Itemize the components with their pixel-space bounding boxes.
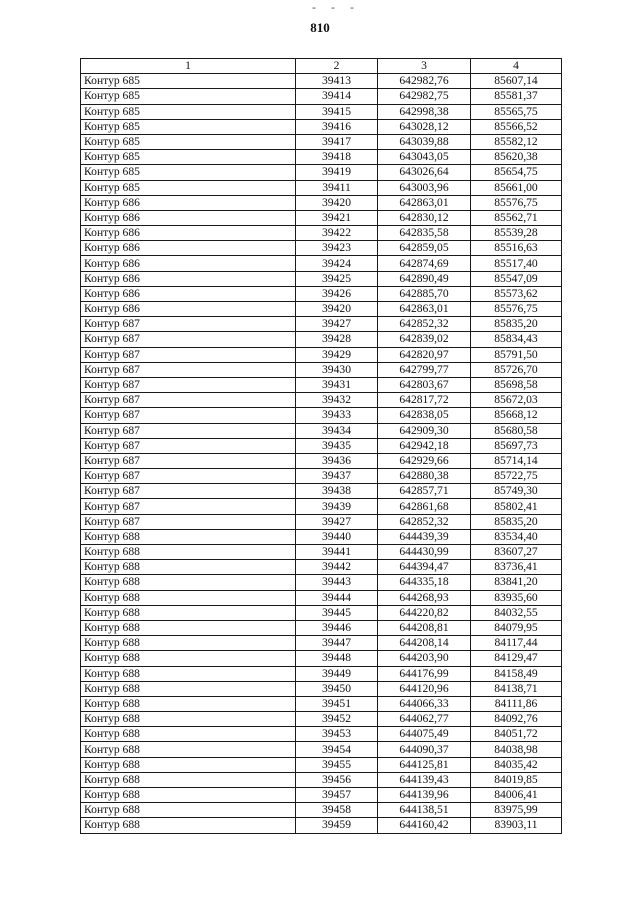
table-row (81, 620, 562, 635)
point-number-cell: 39444 (296, 590, 378, 605)
table-row (81, 210, 562, 225)
table-row (81, 545, 562, 560)
x-coordinate-cell: 643026,64 (378, 165, 471, 180)
point-number-cell: 39447 (296, 636, 378, 651)
point-number-cell: 39420 (296, 302, 378, 317)
point-number-cell: 39445 (296, 605, 378, 620)
y-coordinate-cell: 85672,03 (471, 393, 562, 408)
table-row (81, 651, 562, 666)
x-coordinate-cell: 644439,39 (378, 529, 471, 544)
y-coordinate-cell: 85714,14 (471, 453, 562, 468)
contour-name-cell: Контур 685 (81, 119, 296, 134)
point-number-cell: 39449 (296, 666, 378, 681)
contour-name-cell: Контур 686 (81, 210, 296, 225)
y-coordinate-cell: 84051,72 (471, 727, 562, 742)
x-coordinate-cell: 642885,70 (378, 286, 471, 301)
table-row (81, 89, 562, 104)
x-coordinate-cell: 644430,99 (378, 545, 471, 560)
x-coordinate-cell: 642880,38 (378, 469, 471, 484)
x-coordinate-cell: 644268,93 (378, 590, 471, 605)
point-number-cell: 39452 (296, 712, 378, 727)
point-number-cell: 39450 (296, 681, 378, 696)
contour-name-cell: Контур 686 (81, 226, 296, 241)
table-row (81, 377, 562, 392)
x-coordinate-cell: 643028,12 (378, 119, 471, 134)
table-row (81, 226, 562, 241)
x-coordinate-cell: 642929,66 (378, 453, 471, 468)
table-row (81, 514, 562, 529)
point-number-cell: 39434 (296, 423, 378, 438)
x-coordinate-cell: 644062,77 (378, 712, 471, 727)
point-number-cell: 39437 (296, 469, 378, 484)
y-coordinate-cell: 85661,00 (471, 180, 562, 195)
contour-name-cell: Контур 688 (81, 575, 296, 590)
y-coordinate-cell: 83607,27 (471, 545, 562, 560)
point-number-cell: 39429 (296, 347, 378, 362)
x-coordinate-cell: 644176,99 (378, 666, 471, 681)
point-number-cell: 39436 (296, 453, 378, 468)
point-number-cell: 39427 (296, 317, 378, 332)
y-coordinate-cell: 85835,20 (471, 514, 562, 529)
contour-name-cell: Контур 686 (81, 286, 296, 301)
table-row (81, 636, 562, 651)
contour-name-cell: Контур 687 (81, 317, 296, 332)
y-coordinate-cell: 83975,99 (471, 803, 562, 818)
contour-name-cell: Контур 688 (81, 772, 296, 787)
point-number-cell: 39428 (296, 332, 378, 347)
y-coordinate-cell: 85722,75 (471, 469, 562, 484)
contour-name-cell: Контур 687 (81, 484, 296, 499)
contour-name-cell: Контур 687 (81, 332, 296, 347)
table-row (81, 362, 562, 377)
x-coordinate-cell: 644203,90 (378, 651, 471, 666)
contour-name-cell: Контур 688 (81, 545, 296, 560)
point-number-cell: 39420 (296, 195, 378, 210)
x-coordinate-cell: 642942,18 (378, 438, 471, 453)
contour-name-cell: Контур 685 (81, 104, 296, 119)
point-number-cell: 39459 (296, 818, 378, 833)
top-marks: - - - (312, 0, 360, 14)
table-header (81, 59, 562, 74)
x-coordinate-cell: 643043,05 (378, 150, 471, 165)
x-coordinate-cell: 644139,43 (378, 772, 471, 787)
contour-name-cell: Контур 686 (81, 271, 296, 286)
table-row (81, 560, 562, 575)
point-number-cell: 39417 (296, 134, 378, 149)
y-coordinate-cell: 85539,28 (471, 226, 562, 241)
table-row (81, 317, 562, 332)
y-coordinate-cell: 85697,73 (471, 438, 562, 453)
x-coordinate-cell: 644208,14 (378, 636, 471, 651)
contour-name-cell: Контур 686 (81, 195, 296, 210)
table-row (81, 119, 562, 134)
y-coordinate-cell: 84092,76 (471, 712, 562, 727)
x-coordinate-cell: 642852,32 (378, 317, 471, 332)
x-coordinate-cell: 644160,42 (378, 818, 471, 833)
y-coordinate-cell: 85749,30 (471, 484, 562, 499)
x-coordinate-cell: 642863,01 (378, 195, 471, 210)
table-body (81, 74, 562, 833)
contour-name-cell: Контур 688 (81, 803, 296, 818)
y-coordinate-cell: 84138,71 (471, 681, 562, 696)
y-coordinate-cell: 85565,75 (471, 104, 562, 119)
table-row (81, 484, 562, 499)
table-row (81, 74, 562, 89)
x-coordinate-cell: 644394,47 (378, 560, 471, 575)
y-coordinate-cell: 85547,09 (471, 271, 562, 286)
x-coordinate-cell: 644075,49 (378, 727, 471, 742)
x-coordinate-cell: 642874,69 (378, 256, 471, 271)
contour-name-cell: Контур 688 (81, 590, 296, 605)
point-number-cell: 39458 (296, 803, 378, 818)
y-coordinate-cell: 85680,58 (471, 423, 562, 438)
point-number-cell: 39415 (296, 104, 378, 119)
point-number-cell: 39427 (296, 514, 378, 529)
x-coordinate-cell: 644138,51 (378, 803, 471, 818)
table-row (81, 469, 562, 484)
point-number-cell: 39413 (296, 74, 378, 89)
x-coordinate-cell: 644120,96 (378, 681, 471, 696)
table-row (81, 302, 562, 317)
x-coordinate-cell: 642857,71 (378, 484, 471, 499)
x-coordinate-cell: 644335,18 (378, 575, 471, 590)
x-coordinate-cell: 644125,81 (378, 757, 471, 772)
x-coordinate-cell: 642859,05 (378, 241, 471, 256)
x-coordinate-cell: 642835,58 (378, 226, 471, 241)
column-header-1: 1 (81, 59, 296, 74)
x-coordinate-cell: 642852,32 (378, 514, 471, 529)
y-coordinate-cell: 83935,60 (471, 590, 562, 605)
x-coordinate-cell: 642890,49 (378, 271, 471, 286)
point-number-cell: 39414 (296, 89, 378, 104)
contour-name-cell: Контур 688 (81, 757, 296, 772)
contour-name-cell: Контур 687 (81, 438, 296, 453)
point-number-cell: 39439 (296, 499, 378, 514)
contour-name-cell: Контур 688 (81, 818, 296, 833)
point-number-cell: 39422 (296, 226, 378, 241)
y-coordinate-cell: 84129,47 (471, 651, 562, 666)
x-coordinate-cell: 644066,33 (378, 696, 471, 711)
table-row (81, 666, 562, 681)
point-number-cell: 39425 (296, 271, 378, 286)
contour-name-cell: Контур 688 (81, 727, 296, 742)
y-coordinate-cell: 84006,41 (471, 788, 562, 803)
y-coordinate-cell: 84158,49 (471, 666, 562, 681)
header-row (81, 59, 562, 74)
point-number-cell: 39454 (296, 742, 378, 757)
y-coordinate-cell: 85668,12 (471, 408, 562, 423)
table-row (81, 104, 562, 119)
y-coordinate-cell: 83736,41 (471, 560, 562, 575)
contour-name-cell: Контур 685 (81, 134, 296, 149)
y-coordinate-cell: 84035,42 (471, 757, 562, 772)
table-row (81, 134, 562, 149)
contour-name-cell: Контур 688 (81, 666, 296, 681)
coordinates-table (80, 58, 562, 834)
table-row (81, 332, 562, 347)
point-number-cell: 39451 (296, 696, 378, 711)
table-row (81, 499, 562, 514)
table-row (81, 256, 562, 271)
column-header-2: 2 (296, 59, 378, 74)
contour-name-cell: Контур 688 (81, 620, 296, 635)
x-coordinate-cell: 642817,72 (378, 393, 471, 408)
contour-name-cell: Контур 688 (81, 696, 296, 711)
table-row (81, 453, 562, 468)
x-coordinate-cell: 642863,01 (378, 302, 471, 317)
point-number-cell: 39443 (296, 575, 378, 590)
contour-name-cell: Контур 685 (81, 165, 296, 180)
y-coordinate-cell: 84038,98 (471, 742, 562, 757)
table-row (81, 347, 562, 362)
y-coordinate-cell: 85517,40 (471, 256, 562, 271)
x-coordinate-cell: 642803,67 (378, 377, 471, 392)
table-row (81, 772, 562, 787)
y-coordinate-cell: 85576,75 (471, 302, 562, 317)
x-coordinate-cell: 644139,96 (378, 788, 471, 803)
y-coordinate-cell: 85607,14 (471, 74, 562, 89)
table-row (81, 241, 562, 256)
contour-name-cell: Контур 688 (81, 788, 296, 803)
x-coordinate-cell: 643003,96 (378, 180, 471, 195)
table-row (81, 393, 562, 408)
y-coordinate-cell: 85620,38 (471, 150, 562, 165)
x-coordinate-cell: 642839,02 (378, 332, 471, 347)
x-coordinate-cell: 642830,12 (378, 210, 471, 225)
contour-name-cell: Контур 687 (81, 347, 296, 362)
y-coordinate-cell: 83534,40 (471, 529, 562, 544)
table-row (81, 712, 562, 727)
x-coordinate-cell: 642799,77 (378, 362, 471, 377)
y-coordinate-cell: 85566,52 (471, 119, 562, 134)
point-number-cell: 39455 (296, 757, 378, 772)
table-row (81, 195, 562, 210)
y-coordinate-cell: 85516,63 (471, 241, 562, 256)
point-number-cell: 39416 (296, 119, 378, 134)
contour-name-cell: Контур 687 (81, 423, 296, 438)
point-number-cell: 39456 (296, 772, 378, 787)
table-row (81, 696, 562, 711)
point-number-cell: 39430 (296, 362, 378, 377)
table-row (81, 757, 562, 772)
x-coordinate-cell: 642998,38 (378, 104, 471, 119)
contour-name-cell: Контур 688 (81, 651, 296, 666)
point-number-cell: 39457 (296, 788, 378, 803)
table-row (81, 605, 562, 620)
x-coordinate-cell: 642861,68 (378, 499, 471, 514)
point-number-cell: 39423 (296, 241, 378, 256)
x-coordinate-cell: 644208,81 (378, 620, 471, 635)
point-number-cell: 39448 (296, 651, 378, 666)
y-coordinate-cell: 84019,85 (471, 772, 562, 787)
contour-name-cell: Контур 686 (81, 241, 296, 256)
y-coordinate-cell: 85573,62 (471, 286, 562, 301)
table-row (81, 529, 562, 544)
table-row (81, 788, 562, 803)
y-coordinate-cell: 85834,43 (471, 332, 562, 347)
x-coordinate-cell: 643039,88 (378, 134, 471, 149)
table-row (81, 590, 562, 605)
point-number-cell: 39432 (296, 393, 378, 408)
y-coordinate-cell: 85562,71 (471, 210, 562, 225)
contour-name-cell: Контур 688 (81, 605, 296, 620)
table-row (81, 180, 562, 195)
contour-name-cell: Контур 686 (81, 256, 296, 271)
x-coordinate-cell: 642838,05 (378, 408, 471, 423)
table-row (81, 438, 562, 453)
contour-name-cell: Контур 687 (81, 408, 296, 423)
contour-name-cell: Контур 687 (81, 469, 296, 484)
table-row (81, 742, 562, 757)
contour-name-cell: Контур 685 (81, 89, 296, 104)
table-row (81, 271, 562, 286)
x-coordinate-cell: 644090,37 (378, 742, 471, 757)
point-number-cell: 39433 (296, 408, 378, 423)
table-row (81, 803, 562, 818)
y-coordinate-cell: 84111,86 (471, 696, 562, 711)
y-coordinate-cell: 85726,70 (471, 362, 562, 377)
x-coordinate-cell: 642820,97 (378, 347, 471, 362)
point-number-cell: 39419 (296, 165, 378, 180)
page-number: 810 (310, 20, 330, 35)
table-row (81, 681, 562, 696)
point-number-cell: 39424 (296, 256, 378, 271)
contour-name-cell: Контур 687 (81, 393, 296, 408)
table-row (81, 423, 562, 438)
point-number-cell: 39431 (296, 377, 378, 392)
table-row (81, 408, 562, 423)
table-row (81, 727, 562, 742)
x-coordinate-cell: 642982,76 (378, 74, 471, 89)
point-number-cell: 39441 (296, 545, 378, 560)
table-row (81, 286, 562, 301)
y-coordinate-cell: 85582,12 (471, 134, 562, 149)
table-row (81, 818, 562, 833)
contour-name-cell: Контур 687 (81, 499, 296, 514)
y-coordinate-cell: 85654,75 (471, 165, 562, 180)
column-header-4: 4 (471, 59, 562, 74)
point-number-cell: 39421 (296, 210, 378, 225)
contour-name-cell: Контур 687 (81, 362, 296, 377)
y-coordinate-cell: 83903,11 (471, 818, 562, 833)
contour-name-cell: Контур 687 (81, 453, 296, 468)
contour-name-cell: Контур 685 (81, 74, 296, 89)
point-number-cell: 39418 (296, 150, 378, 165)
point-number-cell: 39453 (296, 727, 378, 742)
y-coordinate-cell: 84117,44 (471, 636, 562, 651)
y-coordinate-cell: 85581,37 (471, 89, 562, 104)
point-number-cell: 39446 (296, 620, 378, 635)
y-coordinate-cell: 85791,50 (471, 347, 562, 362)
y-coordinate-cell: 85698,58 (471, 377, 562, 392)
y-coordinate-cell: 84079,95 (471, 620, 562, 635)
point-number-cell: 39442 (296, 560, 378, 575)
point-number-cell: 39438 (296, 484, 378, 499)
y-coordinate-cell: 85802,41 (471, 499, 562, 514)
table-row (81, 165, 562, 180)
contour-name-cell: Контур 688 (81, 636, 296, 651)
point-number-cell: 39426 (296, 286, 378, 301)
point-number-cell: 39411 (296, 180, 378, 195)
contour-name-cell: Контур 688 (81, 560, 296, 575)
y-coordinate-cell: 85835,20 (471, 317, 562, 332)
contour-name-cell: Контур 686 (81, 302, 296, 317)
table-row (81, 575, 562, 590)
contour-name-cell: Контур 688 (81, 712, 296, 727)
y-coordinate-cell: 84032,55 (471, 605, 562, 620)
contour-name-cell: Контур 688 (81, 681, 296, 696)
x-coordinate-cell: 642909,30 (378, 423, 471, 438)
table-row (81, 150, 562, 165)
column-header-3: 3 (378, 59, 471, 74)
contour-name-cell: Контур 688 (81, 529, 296, 544)
contour-name-cell: Контур 687 (81, 514, 296, 529)
contour-name-cell: Контур 685 (81, 180, 296, 195)
y-coordinate-cell: 83841,20 (471, 575, 562, 590)
point-number-cell: 39440 (296, 529, 378, 544)
contour-name-cell: Контур 687 (81, 377, 296, 392)
contour-name-cell: Контур 688 (81, 742, 296, 757)
point-number-cell: 39435 (296, 438, 378, 453)
y-coordinate-cell: 85576,75 (471, 195, 562, 210)
contour-name-cell: Контур 685 (81, 150, 296, 165)
x-coordinate-cell: 642982,75 (378, 89, 471, 104)
x-coordinate-cell: 644220,82 (378, 605, 471, 620)
